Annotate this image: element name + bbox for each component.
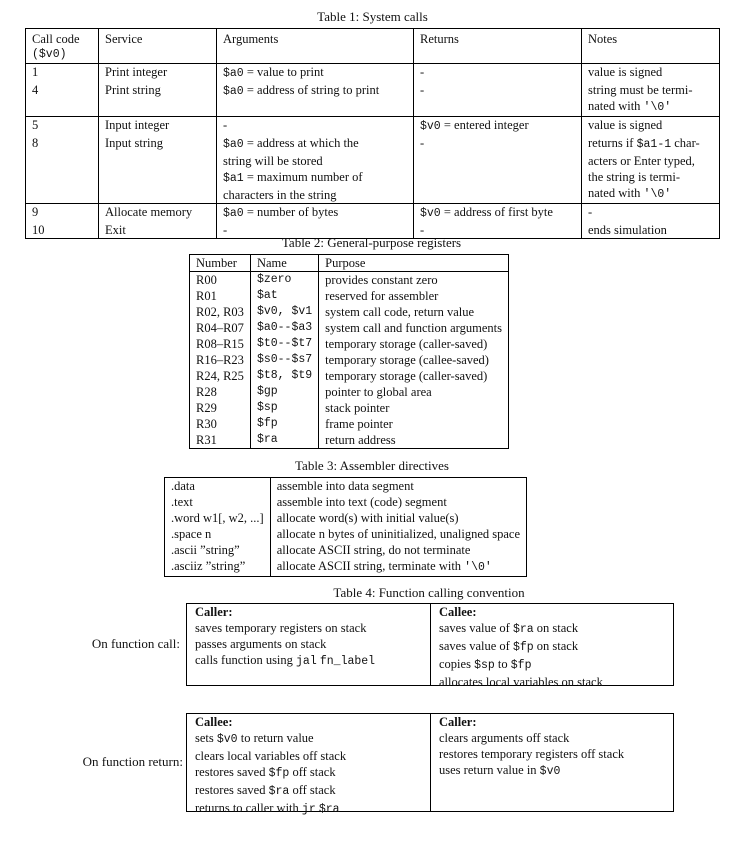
register-name: $v0, $v1	[250, 304, 318, 320]
function-return-box	[186, 713, 674, 816]
caller-heading: Caller:	[439, 715, 477, 729]
text-line: -	[223, 223, 228, 237]
call-code: 8	[26, 135, 99, 204]
call-code: 4	[26, 82, 99, 117]
text-line: saves value of $fp on stack	[439, 639, 579, 654]
register-number: R31	[190, 432, 251, 449]
registers-body	[190, 272, 509, 449]
notes	[582, 117, 720, 136]
register-name: $sp	[250, 400, 318, 416]
arguments	[217, 82, 414, 117]
return-caller-column	[430, 714, 673, 811]
callee-steps	[439, 620, 665, 690]
header-returns: Returns	[414, 29, 582, 64]
text-line: $a0 = address of string to print	[223, 83, 380, 98]
register-purpose: temporary storage (caller-saved)	[319, 336, 509, 352]
text-line: restores saved $ra off stack	[195, 783, 336, 798]
callee-heading: Callee:	[439, 605, 477, 619]
on-function-call-label: On function call:	[91, 636, 180, 651]
arguments	[217, 204, 414, 223]
text-line: assemble into data segment	[276, 479, 414, 493]
text-line: -	[420, 136, 425, 150]
service: Input string	[99, 135, 217, 204]
call-callee-column	[430, 604, 673, 689]
text-line: $a0 = address at which the	[223, 136, 359, 151]
header-arguments: Arguments	[217, 29, 414, 64]
register-number: R30	[190, 416, 251, 432]
directive: .asciiz ”string”	[165, 558, 271, 577]
return-callee-column	[187, 714, 430, 816]
function-call-box	[186, 603, 674, 689]
caller-heading: Caller:	[195, 605, 233, 619]
returns	[414, 135, 582, 204]
table-row	[190, 368, 509, 384]
register-number: R02, R03	[190, 304, 251, 320]
table-header-row	[26, 29, 720, 64]
register-purpose: temporary storage (callee-saved)	[319, 352, 509, 368]
register-name: $t8, $t9	[250, 368, 318, 384]
directive: .ascii ”string”	[165, 542, 271, 558]
text-line: the string is termi-	[588, 170, 680, 184]
register-purpose: system call code, return value	[319, 304, 509, 320]
register-name: $at	[250, 288, 318, 304]
table-row	[165, 558, 527, 577]
text-line: saves value of $ra on stack	[439, 621, 579, 636]
service: Exit	[99, 222, 217, 239]
table-row	[190, 432, 509, 449]
table-row	[165, 526, 527, 542]
text-line: uses return value in $v0	[439, 763, 561, 778]
header-notes: Notes	[582, 29, 720, 64]
text-line: copies $sp to $fp	[439, 657, 532, 672]
directive-description	[270, 494, 526, 510]
text-line: $a0 = value to print	[223, 65, 324, 80]
text-line: $a0 = number of bytes	[223, 205, 339, 220]
text-line: ends simulation	[588, 223, 667, 237]
header-purpose: Purpose	[319, 255, 509, 272]
service: Print string	[99, 82, 217, 117]
table-row	[190, 288, 509, 304]
header-name: Name	[250, 255, 318, 272]
notes	[582, 222, 720, 239]
system-calls-table	[25, 28, 720, 239]
table-row	[26, 82, 720, 117]
directives-body	[165, 478, 527, 577]
arguments	[217, 117, 414, 136]
table-row	[190, 336, 509, 352]
service: Print integer	[99, 64, 217, 83]
call-code: 5	[26, 117, 99, 136]
text-line: clears local variables off stack	[195, 749, 347, 763]
text-line: string will be stored	[223, 154, 323, 168]
register-name: $zero	[250, 272, 318, 289]
text-line: value is signed	[588, 118, 663, 132]
table-row	[165, 510, 527, 526]
call-code: 9	[26, 204, 99, 223]
register-number: R08–R15	[190, 336, 251, 352]
register-name: $fp	[250, 416, 318, 432]
header-service: Service	[99, 29, 217, 64]
text-line: $a1 = maximum number of	[223, 170, 363, 185]
text-line: allocates local variables on stack	[439, 675, 603, 689]
text-line: allocate ASCII string, terminate with '\0'	[276, 559, 492, 574]
arguments	[217, 135, 414, 204]
service: Allocate memory	[99, 204, 217, 223]
table-row	[190, 384, 509, 400]
table-row	[190, 416, 509, 432]
notes	[582, 64, 720, 83]
text-line: assemble into text (code) segment	[276, 495, 447, 509]
register-number: R16–R23	[190, 352, 251, 368]
text-line: -	[223, 118, 228, 132]
table-row	[26, 204, 720, 223]
table4-caption: Table 4: Function calling convention	[333, 585, 525, 600]
text-line: calls function using jal fn_label	[195, 653, 376, 668]
returns	[414, 64, 582, 83]
text-line: $v0 = entered integer	[420, 118, 529, 133]
notes	[582, 135, 720, 204]
register-purpose: pointer to global area	[319, 384, 509, 400]
register-number: R29	[190, 400, 251, 416]
table-row	[26, 135, 720, 204]
header-number: Number	[190, 255, 251, 272]
table-row	[190, 320, 509, 336]
text-line: -	[588, 205, 593, 219]
register-number: R24, R25	[190, 368, 251, 384]
directive-description	[270, 558, 526, 577]
directive: .text	[165, 494, 271, 510]
callee-return-steps	[195, 730, 422, 818]
register-number: R01	[190, 288, 251, 304]
table-row	[165, 542, 527, 558]
register-number: R00	[190, 272, 251, 289]
table-row	[190, 304, 509, 320]
directive-description	[270, 526, 526, 542]
text-line: returns if $a1-1 char-	[588, 136, 700, 151]
returns	[414, 82, 582, 117]
text-line: passes arguments on stack	[195, 637, 327, 651]
register-purpose: frame pointer	[319, 416, 509, 432]
directive-description	[270, 542, 526, 558]
arguments	[217, 64, 414, 83]
directive: .word w1[, w2, ...]	[165, 510, 271, 526]
text-line: nated with '\0'	[588, 186, 672, 201]
text-line: value is signed	[588, 65, 663, 79]
register-name: $ra	[250, 432, 318, 449]
call-caller-column	[187, 604, 430, 685]
text-line: allocate n bytes of uninitialized, unaligned space	[276, 527, 521, 541]
text-line: allocate ASCII string, do not terminate	[276, 543, 471, 557]
registers-table	[189, 254, 509, 449]
text-line: acters or Enter typed,	[588, 154, 695, 168]
text-line: clears arguments off stack	[439, 731, 570, 745]
register-name: $s0--$s7	[250, 352, 318, 368]
text-line: -	[420, 65, 425, 79]
register-purpose: temporary storage (caller-saved)	[319, 368, 509, 384]
text-line: restores temporary registers off stack	[439, 747, 625, 761]
caller-steps	[195, 620, 422, 670]
table-row	[165, 494, 527, 510]
returns	[414, 117, 582, 136]
text-line: -	[420, 223, 425, 237]
on-function-return-label: On function return:	[82, 754, 183, 769]
register-number: R28	[190, 384, 251, 400]
directive-description	[270, 478, 526, 495]
table-row	[165, 478, 527, 495]
call-code: 10	[26, 222, 99, 239]
register-number: R04–R07	[190, 320, 251, 336]
text-line: sets $v0 to return value	[195, 731, 314, 746]
directive: .space n	[165, 526, 271, 542]
register-purpose: return address	[319, 432, 509, 449]
header-call-code: Call code ($v0)	[26, 29, 99, 64]
text-line: characters in the string	[223, 188, 337, 202]
table1-caption: Table 1: System calls	[317, 9, 428, 24]
directive: .data	[165, 478, 271, 495]
call-code: 1	[26, 64, 99, 83]
caller-return-steps	[439, 730, 665, 780]
text-line: $v0 = address of first byte	[420, 205, 553, 220]
text-line: restores saved $fp off stack	[195, 765, 336, 780]
register-purpose: stack pointer	[319, 400, 509, 416]
register-purpose: provides constant zero	[319, 272, 509, 289]
table-row	[190, 400, 509, 416]
table-header-row	[190, 255, 509, 272]
register-name: $gp	[250, 384, 318, 400]
register-name: $t0--$t7	[250, 336, 318, 352]
text-line: nated with '\0'	[588, 99, 672, 114]
table-row	[190, 352, 509, 368]
table-row	[26, 64, 720, 83]
directive-description	[270, 510, 526, 526]
register-name: $a0--$a3	[250, 320, 318, 336]
register-purpose: system call and function arguments	[319, 320, 509, 336]
text-line: saves temporary registers on stack	[195, 621, 367, 635]
notes	[582, 204, 720, 223]
notes	[582, 82, 720, 117]
table3-caption: Table 3: Assembler directives	[295, 458, 449, 473]
register-purpose: reserved for assembler	[319, 288, 509, 304]
table-row	[190, 272, 509, 289]
service: Input integer	[99, 117, 217, 136]
text-line: string must be termi-	[588, 83, 693, 97]
text-line: -	[420, 83, 425, 97]
text-line: allocate word(s) with initial value(s)	[276, 511, 459, 525]
returns	[414, 204, 582, 223]
callee-heading: Callee:	[195, 715, 233, 729]
directives-table	[164, 477, 527, 577]
table2-caption: Table 2: General-purpose registers	[281, 235, 462, 250]
table-row	[26, 117, 720, 136]
text-line: returns to caller with jr $ra	[195, 801, 340, 816]
